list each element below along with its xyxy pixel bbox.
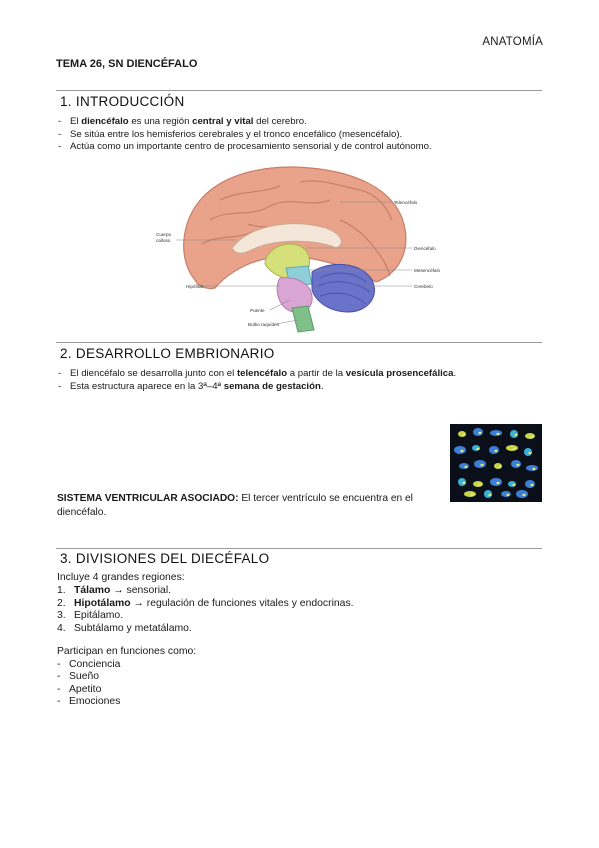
subject-header: ANATOMÍA xyxy=(482,36,543,48)
embryo-blob xyxy=(511,460,521,468)
label-diencefalo: Diencéfalo xyxy=(414,246,436,251)
embryo-blob xyxy=(489,446,499,454)
embryo-blob-highlight xyxy=(496,482,499,484)
embryo-blob xyxy=(474,460,486,468)
label-mesencefalo: Mesencéfalo xyxy=(414,268,441,273)
label-puente: Puente xyxy=(250,308,265,313)
section-divider xyxy=(56,90,542,91)
label-bulbo: Bulbo raquídeo xyxy=(248,322,280,327)
embryo-brain-development-figure xyxy=(450,424,542,502)
section-divider xyxy=(56,342,542,343)
embryo-blob-highlight xyxy=(464,466,467,468)
label-telencefalo: Telencéfalo xyxy=(394,200,418,205)
embryo-blob-highlight xyxy=(514,434,517,436)
divisions-intro: Incluye 4 grandes regiones: xyxy=(57,572,185,583)
embryo-blob-highlight xyxy=(478,484,481,486)
section-2-heading: 2. DESARROLLO EMBRIONARIO xyxy=(60,346,275,361)
embryo-blob-highlight xyxy=(478,432,481,434)
label-cerebelo: Cerebelo xyxy=(414,284,433,289)
function-item: - Emociones xyxy=(57,696,121,707)
embryo-blob xyxy=(525,480,535,488)
label-hipofisis: Hipófisis xyxy=(186,284,204,289)
embryo-blob-highlight xyxy=(488,494,491,496)
embryo-blob-highlight xyxy=(512,448,515,450)
intro-bullet-3: - Actúa como un importante centro de procesamiento sensorial y de control autónomo. xyxy=(58,141,432,153)
cerebellum-shape xyxy=(312,264,375,312)
embryo-blob xyxy=(473,481,483,487)
embryo-blob-highlight xyxy=(496,433,499,435)
label-calloso: calloso xyxy=(156,238,171,243)
region-item-1: 1. Tálamo → sensorial. xyxy=(57,585,172,596)
embryo-blob-highlight xyxy=(476,448,479,450)
functions-intro: Participan en funciones como: xyxy=(57,646,197,657)
embryo-blob-highlight xyxy=(506,494,509,496)
brain-sagittal-figure xyxy=(140,160,450,336)
embryo-blob xyxy=(525,433,535,439)
embryo-blob-highlight xyxy=(494,450,497,452)
region-item-2: 2. Hipotálamo → regulación de funciones vitales y endocrinas. xyxy=(57,597,354,609)
function-item: - Sueño xyxy=(57,671,100,682)
function-item: - Apetito xyxy=(57,683,102,695)
embryo-blob xyxy=(506,445,518,451)
medulla-shape xyxy=(292,306,314,332)
embryo-blob-highlight xyxy=(532,468,535,470)
embryo-blob-highlight xyxy=(530,436,533,438)
embryo-blob-highlight xyxy=(460,450,463,452)
region-item-3: 3. Epitálamo. xyxy=(57,610,124,621)
development-bullet-1: - El diencéfalo se desarrolla junto con el telencéfalo a partir de la vesícula prosencefálica. xyxy=(58,368,457,379)
development-bullet-2: - Esta estructura aparece en la 3ª–4ª semana de gestación. xyxy=(58,381,324,392)
embryo-blob xyxy=(501,491,511,497)
embryo-blob xyxy=(473,428,483,436)
intro-bullet-2: - Se sitúa entre los hemisferios cerebrales y el tronco encefálico (mesencéfalo). xyxy=(58,128,403,140)
section-divider xyxy=(56,548,542,549)
section-3-heading: 3. DIVISIONES DEL DIECÉFALO xyxy=(60,551,270,566)
embryo-blob-highlight xyxy=(462,434,465,436)
embryo-blob xyxy=(490,430,502,436)
embryo-blob-highlight xyxy=(498,466,501,468)
embryo-blob-highlight xyxy=(512,484,515,486)
embryo-blob-highlight xyxy=(530,484,533,486)
embryo-blob-highlight xyxy=(462,482,465,484)
function-item: - Conciencia xyxy=(57,658,121,670)
topic-title: TEMA 26, SN DIENCÉFALO xyxy=(56,58,198,70)
ventricular-system-note: SISTEMA VENTRICULAR ASOCIADO: El tercer ventrículo se encuentra en el diencéfalo. xyxy=(57,493,413,518)
embryo-blob-highlight xyxy=(516,464,519,466)
embryo-blob xyxy=(454,446,466,454)
embryo-blob xyxy=(526,465,538,471)
section-1-heading: 1. INTRODUCCIÓN xyxy=(60,94,185,109)
embryo-blob-highlight xyxy=(470,494,473,496)
embryo-blob xyxy=(516,490,528,498)
embryo-blob xyxy=(490,478,502,486)
intro-bullet-1: - El diencéfalo es una región central y vital del cerebro. xyxy=(58,116,307,127)
label-cuerpo: Cuerpo xyxy=(156,232,172,237)
region-item-4: 4. Subtálamo y metatálamo. xyxy=(57,622,192,634)
embryo-blob xyxy=(464,491,476,497)
embryo-blob-highlight xyxy=(480,464,483,466)
embryo-blob-highlight xyxy=(522,494,525,496)
embryo-blob xyxy=(459,463,469,469)
embryo-blob-highlight xyxy=(528,452,531,454)
